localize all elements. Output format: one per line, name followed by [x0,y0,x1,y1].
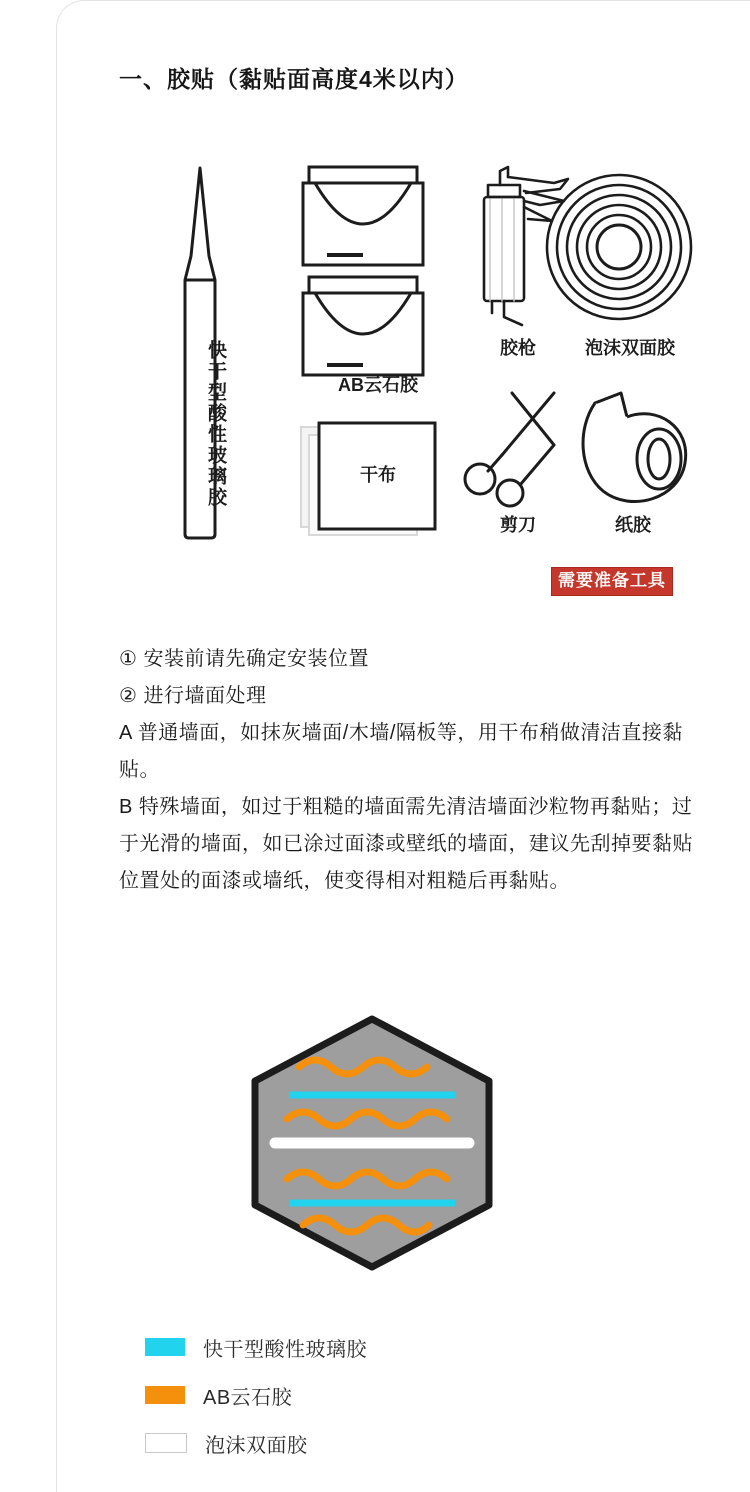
legend-label-ab-glue: AB云石胶 [203,1386,293,1409]
legend-swatch-silicone [145,1338,185,1356]
tools-illustration-group [113,149,713,549]
step-2: ② 进行墙面处理 [119,685,267,707]
tools-required-badge: 需要准备工具 [551,567,673,596]
glue-gun-label: 胶枪 [500,338,536,358]
ab-marble-glue-label: AB云石胶 [338,375,418,395]
legend-swatch-ab-glue [145,1386,185,1404]
step-b: B 特殊墙面，如过于粗糙的墙面需先清洁墙面沙粒物再黏贴；过于光滑的墙面，如已涂过面漆或壁纸的墙面，建议先刮掉要黏贴位置处的面漆或墙纸，使变得相对粗糙后再黏贴。 [119,796,693,892]
legend-item-ab-glue [145,1371,545,1419]
instruction-page [56,0,750,1492]
paper-tape-icon [573,387,698,509]
foam-double-sided-tape-icon [545,163,715,331]
foam-double-sided-tape-label: 泡沫双面胶 [585,338,675,358]
scissors-label: 剪刀 [500,515,536,535]
hexagon-panel-glue-pattern [247,1013,497,1273]
legend [145,1323,545,1467]
silicone-tube-label: 快干型酸性玻璃胶 [205,340,226,508]
paper-tape-label: 纸胶 [615,515,651,535]
step-a: A 普通墙面，如抹灰墙面/木墙/隔板等，用干布稍做清洁直接黏贴。 [119,722,683,781]
legend-item-foam-tape [145,1419,545,1467]
legend-item-silicone [145,1323,545,1371]
scissors-icon [458,389,578,509]
dry-cloth-label: 干布 [360,465,396,485]
instruction-steps [119,641,695,900]
legend-swatch-foam-tape [145,1433,187,1453]
legend-label-foam-tape: 泡沫双面胶 [205,1434,308,1457]
legend-label-silicone: 快干型酸性玻璃胶 [203,1338,367,1361]
ab-marble-glue-icon [293,161,463,391]
page-title: 一、胶贴（黏贴面高度4米以内） [119,66,469,92]
step-1: ① 安装前请先确定安装位置 [119,648,369,670]
